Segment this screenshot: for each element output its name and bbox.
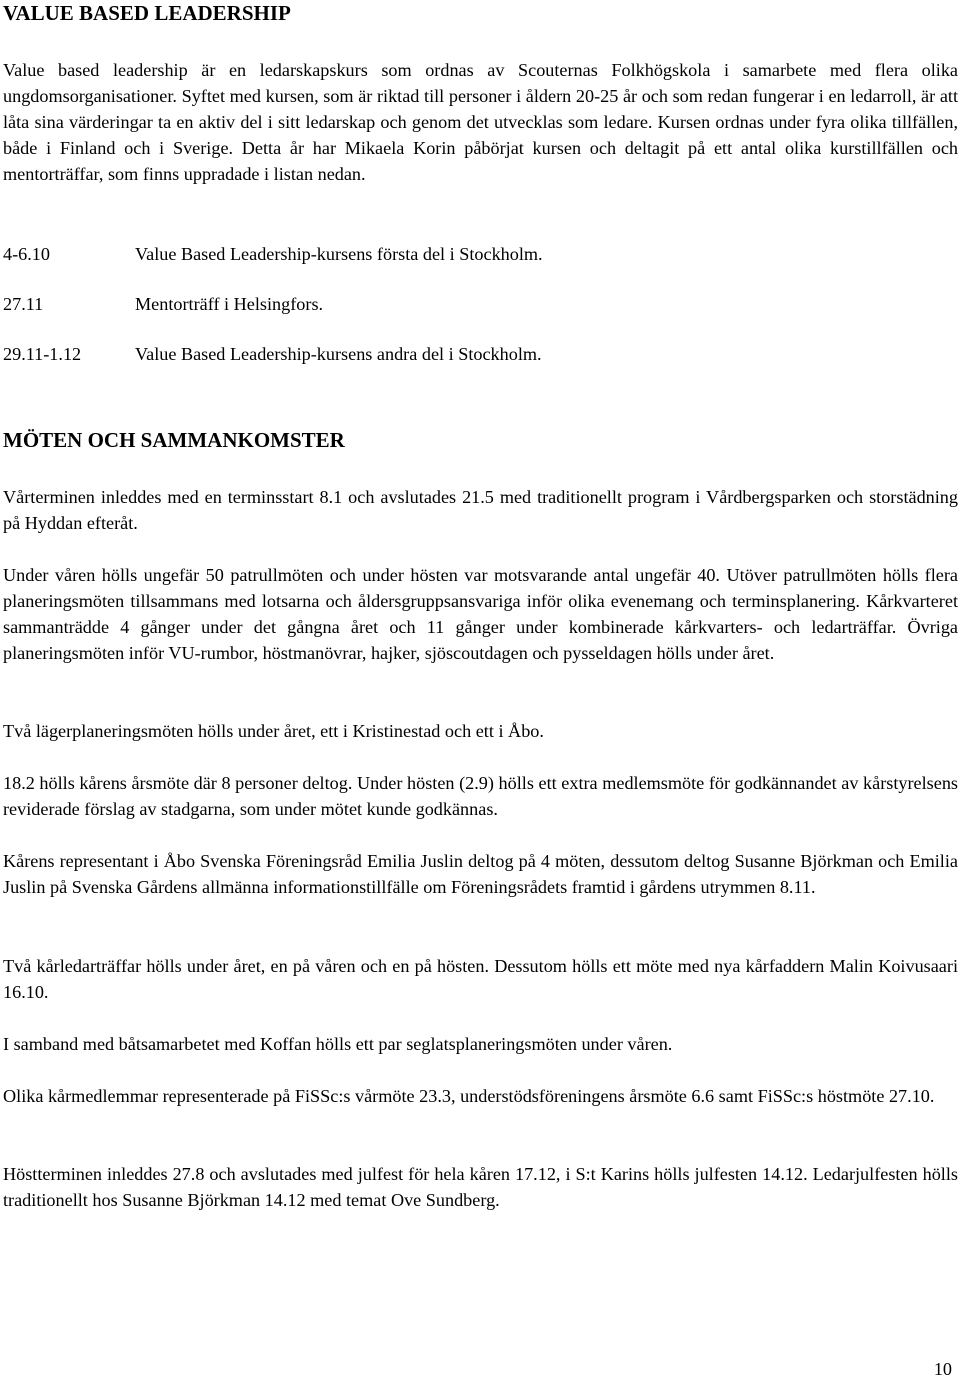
page-number: 10 xyxy=(933,1359,952,1379)
intro-paragraph: Value based leadership är en ledarskapskurs som ordnas av Scouternas Folkhögskola i samarbete med flera olika ungdomsorganisationer. Syftet med kursen, som är riktad till personer i åldern 20-25 år och som redan fungerar i en ledarroll, är att låta sina värderingar ta en aktiv del i sitt ledarskap och genom det utvecklas som ledare. Kursen ordnas under fyra olika tillfällen, både i Finland och i Sverige. Detta år har Mikaela Korin påbörjat kursen och deltagit på ett antal olika kurstillfällen och mentorträffar, som finns uppradade i listan nedan. xyxy=(3,60,958,184)
schedule-date: 29.11-1.12 xyxy=(3,344,82,364)
body-paragraph: Höstterminen inleddes 27.8 och avslutades med julfest för hela kåren 17.12, i S:t Karins hölls julfesten 14.12. Ledarjulfesten hölls traditionellt hos Susanne Björkman 14.12 med temat Ove Sundberg. xyxy=(3,1164,958,1210)
section-heading-value-based-leadership: VALUE BASED LEADERSHIP xyxy=(3,1,291,25)
schedule-text: Value Based Leadership-kursens första del i Stockholm. xyxy=(135,244,543,264)
section-heading-moten-och-sammankomster: MÖTEN OCH SAMMANKOMSTER xyxy=(3,428,345,452)
body-paragraph: Olika kårmedlemmar representerade på FiSSc:s vårmöte 23.3, understödsföreningens årsmöte 6.6 samt FiSSc:s höstmöte 27.10. xyxy=(3,1086,935,1106)
schedule-date: 4-6.10 xyxy=(3,244,50,264)
body-paragraph: Två lägerplaneringsmöten hölls under året, ett i Kristinestad och ett i Åbo. xyxy=(3,721,544,741)
schedule-text: Value Based Leadership-kursens andra del i Stockholm. xyxy=(135,344,542,364)
body-paragraph: Två kårledarträffar hölls under året, en på våren och en på hösten. Dessutom hölls ett möte med nya kårfaddern Malin Koivusaari 16.10. xyxy=(3,956,958,1002)
body-paragraph: Kårens representant i Åbo Svenska Föreningsråd Emilia Juslin deltog på 4 möten, dessutom deltog Susanne Björkman och Emilia Juslin på Svenska Gårdens allmänna informationstillfälle om Föreningsrådets framtid i gårdens utrymmen 8.11. xyxy=(3,851,958,897)
body-paragraph: I samband med båtsamarbetet med Koffan hölls ett par seglatsplaneringsmöten under våren. xyxy=(3,1034,673,1054)
body-paragraph: Under våren hölls ungefär 50 patrullmöten och under hösten var motsvarande antal ungefär 40. Utöver patrullmöten hölls flera planeringsmöten tillsammans med lotsarna och åldersgruppsansvariga inför olika evenemang och terminsplanering. Kårkvarteret sammanträdde 4 gånger under det gångna året och 11 gånger under kombinerade kårkvarters- och ledarträffar. Övriga planeringsmöten inför VU-rumbor, höstmanövrar, hajker, sjöscoutdagen och pysseldagen hölls under året. xyxy=(3,565,958,663)
body-paragraph: 18.2 hölls kårens årsmöte där 8 personer deltog. Under hösten (2.9) hölls ett extra medlemsmöte för godkännandet av kårstyrelsens reviderade förslag av stadgarna, som under mötet kunde godkännas. xyxy=(3,773,958,819)
schedule-text: Mentorträff i Helsingfors. xyxy=(135,294,324,314)
body-paragraph: Vårterminen inleddes med en terminsstart 8.1 och avslutades 21.5 med traditionellt program i Vårdbergsparken och storstädning på Hyddan efteråt. xyxy=(3,487,958,533)
schedule-date: 27.11 xyxy=(3,294,44,314)
